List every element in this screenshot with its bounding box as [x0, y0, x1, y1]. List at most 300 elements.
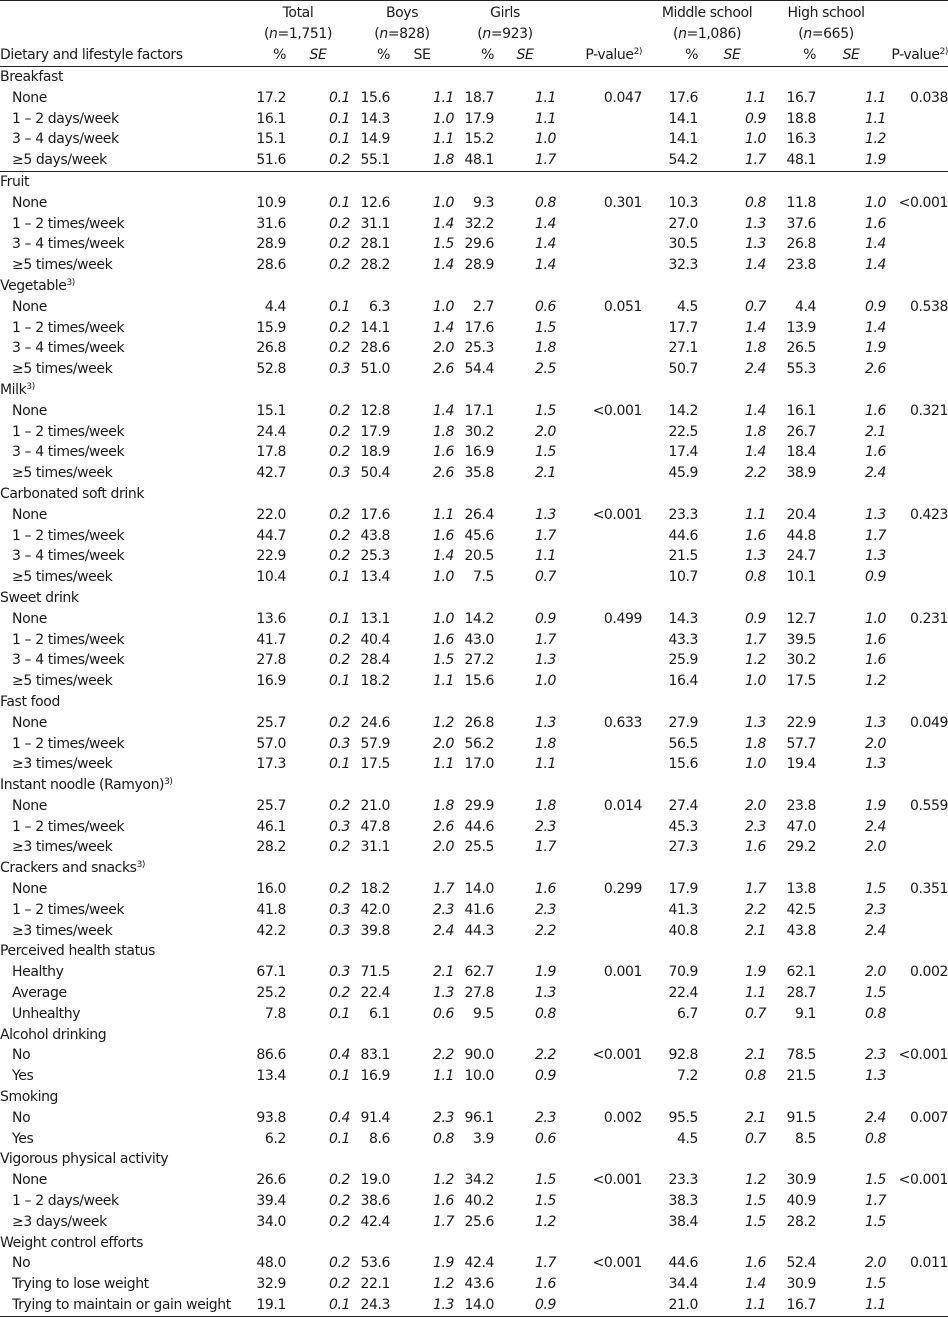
middle-pct-cell: 21.0 [668, 1297, 699, 1314]
sex-pvalue-cell: <0.001 [592, 1047, 643, 1064]
row-label: ≥3 times/week [12, 839, 113, 856]
girls-pct-cell: 14.0 [464, 881, 495, 898]
table-row [0, 318, 948, 339]
middle-se-cell: 1.4 [744, 444, 767, 461]
girls-se-cell: 1.6 [534, 881, 557, 898]
boys-pct-cell: 43.8 [360, 527, 391, 544]
group-title-boys: Boys [385, 5, 419, 21]
middle-se-cell: 1.1 [744, 1297, 767, 1314]
school-pvalue-cell [886, 1295, 948, 1316]
row-label: No [12, 1047, 31, 1064]
total-se-cell: 0.2 [328, 1276, 351, 1293]
boys-pct-cell: 6.3 [368, 298, 391, 315]
total-pct-cell: 57.0 [256, 735, 286, 752]
group-title-middle-school: Middle school [661, 5, 753, 21]
high-se-cell: 0.9 [864, 298, 887, 315]
middle-pct-cell: 17.6 [668, 89, 699, 106]
group-header-row [0, 1233, 948, 1254]
table-row [0, 505, 948, 526]
middle-pct-cell: 38.4 [668, 1213, 699, 1230]
boys-se-cell: 1.0 [432, 298, 455, 315]
high-se-cell: 1.3 [864, 756, 887, 773]
high-se-cell: 1.2 [864, 673, 887, 690]
boys-se-cell: 1.0 [432, 110, 455, 127]
high-pct-cell: 18.4 [786, 444, 817, 461]
boys-pct-cell: 55.1 [360, 152, 391, 169]
school-pvalue-cell: 0.011 [909, 1255, 948, 1272]
boys-pct-cell: 14.1 [360, 319, 391, 336]
table-row [0, 359, 948, 380]
girls-pct-cell: 27.2 [464, 652, 495, 669]
total-pct-cell: 44.7 [256, 527, 286, 544]
high-se-cell: 2.4 [864, 922, 887, 939]
group-label-text: Crackers and snacks [0, 860, 137, 877]
girls-se-cell: 1.1 [534, 548, 557, 565]
middle-se-cell: 2.1 [744, 1109, 767, 1126]
girls-se-cell: 2.2 [534, 1047, 557, 1064]
high-se-cell: 1.6 [864, 402, 887, 419]
row-label: Average [12, 985, 67, 1002]
school-pvalue-cell [886, 422, 948, 443]
table-row [0, 401, 948, 422]
boys-pct-cell: 18.9 [360, 444, 391, 461]
girls-pct-cell: 43.0 [464, 631, 495, 648]
boys-pct-cell: 17.5 [360, 756, 391, 773]
boys-se-cell: 2.3 [432, 1109, 455, 1126]
girls-se-cell: 2.5 [534, 361, 557, 378]
boys-se-cell: 1.1 [432, 673, 455, 690]
high-se-cell: 2.1 [864, 423, 887, 440]
school-pvalue-cell: 0.002 [909, 964, 948, 981]
middle-pct-cell: 30.5 [668, 236, 699, 253]
table-row [0, 567, 948, 588]
sex-pvalue-cell [556, 900, 648, 921]
high-pct-cell: 91.5 [786, 1109, 817, 1126]
middle-se-cell: 2.2 [744, 901, 767, 918]
row-label: ≥3 times/week [12, 922, 113, 939]
group-header-row [0, 1025, 948, 1046]
boys-se-cell: 1.5 [432, 236, 455, 253]
middle-se-cell: 1.4 [744, 402, 767, 419]
girls-se-cell: 1.7 [534, 527, 557, 544]
middle-se-cell: 0.8 [744, 1068, 767, 1085]
high-pct-cell: 48.1 [786, 152, 817, 169]
total-pct-cell: 17.2 [256, 89, 286, 106]
boys-pct-cell: 51.0 [360, 361, 391, 378]
high-pct-cell: 22.9 [786, 714, 817, 731]
school-pvalue-cell [886, 338, 948, 359]
sex-pvalue-cell [556, 318, 648, 339]
total-pct-cell: 24.4 [256, 423, 286, 440]
group-label-text: Weight control efforts [0, 1234, 143, 1251]
high-se-cell: 1.4 [864, 236, 887, 253]
sex-pvalue-cell [556, 546, 648, 567]
school-pvalue-cell [886, 1274, 948, 1295]
middle-pct-cell: 17.4 [668, 444, 699, 461]
table-header [0, 1, 948, 67]
row-label: 1 – 2 times/week [12, 735, 125, 752]
high-pct-cell: 18.8 [786, 110, 817, 127]
girls-pct-cell: 25.3 [464, 340, 495, 357]
total-se-cell: 0.1 [328, 1130, 351, 1147]
total-pct-cell: 16.0 [256, 881, 286, 898]
middle-se-cell: 0.9 [744, 110, 767, 127]
boys-se-cell: 1.7 [432, 1213, 455, 1230]
total-se-cell: 0.1 [328, 569, 351, 586]
total-se-cell: 0.3 [328, 818, 351, 835]
table-row [0, 609, 948, 630]
high-se-cell: 1.6 [864, 652, 887, 669]
total-se-cell: 0.2 [328, 1255, 351, 1272]
high-se-cell: 0.9 [864, 569, 887, 586]
boys-pct-cell: 13.1 [360, 610, 391, 627]
total-pct-cell: 41.8 [256, 901, 286, 918]
high-pct-cell: 13.8 [786, 881, 817, 898]
total-pct-cell: 34.0 [256, 1213, 286, 1230]
pct-header: % [685, 47, 699, 63]
girls-pct-cell: 44.3 [464, 922, 495, 939]
middle-se-cell: 1.5 [744, 1193, 767, 1210]
boys-se-cell: 1.1 [432, 756, 455, 773]
group-header-row [0, 692, 948, 713]
girls-se-cell: 1.0 [534, 131, 557, 148]
middle-pct-cell: 23.3 [668, 506, 699, 523]
high-pct-cell: 30.2 [786, 652, 817, 669]
total-se-cell: 0.1 [328, 298, 351, 315]
sex-pvalue-cell [556, 1191, 648, 1212]
girls-pct-cell: 17.9 [464, 110, 495, 127]
total-se-cell: 0.3 [328, 361, 351, 378]
total-pct-cell: 31.6 [256, 215, 286, 232]
boys-se-cell: 2.4 [432, 922, 455, 939]
pvalue-header: P-value$^{2)}$ [891, 47, 948, 63]
total-pct-cell: 22.9 [256, 548, 286, 565]
sex-pvalue-cell [556, 359, 648, 380]
row-label: 3 – 4 times/week [12, 236, 125, 253]
girls-se-cell: 2.2 [534, 922, 557, 939]
table-row [0, 734, 948, 755]
girls-se-cell: 2.3 [534, 818, 557, 835]
high-pct-cell: 47.0 [786, 818, 817, 835]
sex-pvalue-cell [556, 817, 648, 838]
girls-se-cell: 1.7 [534, 1255, 557, 1272]
girls-pct-cell: 2.7 [472, 298, 495, 315]
girls-se-cell: 1.5 [534, 444, 557, 461]
total-pct-cell: 15.1 [256, 402, 286, 419]
table-row [0, 255, 948, 276]
boys-se-cell: 1.6 [432, 1193, 455, 1210]
middle-pct-cell: 14.2 [668, 402, 699, 419]
school-pvalue-cell [886, 526, 948, 547]
boys-pct-cell: 47.8 [360, 818, 391, 835]
sex-pvalue-cell: <0.001 [592, 1255, 643, 1272]
total-se-cell: 0.2 [328, 215, 351, 232]
sex-pvalue-cell [556, 129, 648, 150]
total-se-cell: 0.2 [328, 423, 351, 440]
boys-se-cell: 1.4 [432, 215, 455, 232]
middle-pct-cell: 95.5 [668, 1109, 699, 1126]
total-pct-cell: 25.7 [256, 714, 286, 731]
high-se-cell: 1.9 [864, 152, 887, 169]
table-row [0, 463, 948, 484]
total-pct-cell: 7.8 [264, 1005, 286, 1022]
girls-pct-cell: 45.6 [464, 527, 495, 544]
school-pvalue-cell: <0.001 [898, 194, 948, 211]
school-pvalue-cell [886, 921, 948, 942]
school-pvalue-cell [886, 546, 948, 567]
sex-pvalue-cell [556, 837, 648, 858]
total-se-cell: 0.3 [328, 922, 351, 939]
group-header-row [0, 858, 948, 879]
sex-pvalue-cell [556, 1212, 648, 1233]
table-row [0, 297, 948, 318]
middle-se-cell: 2.3 [744, 818, 767, 835]
high-pct-cell: 16.7 [786, 89, 817, 106]
table-row [0, 214, 948, 235]
total-pct-cell: 13.4 [256, 1068, 286, 1085]
boys-pct-cell: 15.6 [360, 89, 391, 106]
sex-pvalue-cell [556, 754, 648, 775]
school-pvalue-cell [886, 983, 948, 1004]
girls-se-cell: 0.8 [534, 194, 557, 211]
school-pvalue-cell [886, 255, 948, 276]
table-body [0, 67, 948, 1317]
group-label-text: Vegetable [0, 277, 67, 294]
sex-pvalue-cell [556, 1129, 648, 1150]
sex-pvalue-cell: <0.001 [592, 402, 643, 419]
middle-pct-cell: 27.9 [668, 714, 699, 731]
school-pvalue-cell [886, 900, 948, 921]
total-pct-cell: 26.8 [256, 340, 286, 357]
middle-pct-cell: 50.7 [668, 361, 699, 378]
school-pvalue-cell: 0.559 [909, 797, 948, 814]
group-header-row [0, 171, 948, 192]
sex-pvalue-cell [556, 150, 648, 171]
row-label: Unhealthy [12, 1005, 81, 1022]
total-se-cell: 0.2 [328, 444, 351, 461]
girls-se-cell: 0.9 [534, 1297, 557, 1314]
high-se-cell: 1.1 [864, 89, 887, 106]
total-pct-cell: 28.2 [256, 839, 286, 856]
pct-header: % [803, 47, 817, 63]
group-label-text: Fast food [0, 693, 60, 710]
table-row [0, 921, 948, 942]
table-row [0, 817, 948, 838]
school-pvalue-cell [886, 214, 948, 235]
total-pct-cell: 93.8 [256, 1109, 286, 1126]
middle-pct-cell: 27.0 [668, 215, 699, 232]
middle-se-cell: 1.8 [744, 423, 767, 440]
school-pvalue-cell: 0.351 [909, 881, 948, 898]
middle-pct-cell: 34.4 [668, 1276, 699, 1293]
high-se-cell: 1.6 [864, 215, 887, 232]
total-se-cell: 0.2 [328, 257, 351, 274]
boys-pct-cell: 13.4 [360, 569, 391, 586]
middle-se-cell: 1.9 [744, 964, 767, 981]
middle-se-cell: 1.6 [744, 839, 767, 856]
middle-pct-cell: 44.6 [668, 527, 699, 544]
table-row [0, 234, 948, 255]
middle-se-cell: 1.2 [744, 652, 767, 669]
total-pct-cell: 22.0 [256, 506, 286, 523]
girls-se-cell: 1.1 [534, 756, 557, 773]
total-pct-cell: 42.7 [256, 465, 286, 482]
boys-pct-cell: 31.1 [360, 839, 391, 856]
pct-header: % [377, 47, 391, 63]
total-pct-cell: 10.4 [256, 569, 286, 586]
middle-se-cell: 2.2 [744, 465, 767, 482]
boys-se-cell: 0.8 [432, 1130, 455, 1147]
high-pct-cell: 23.8 [786, 797, 817, 814]
total-se-cell: 0.2 [328, 881, 351, 898]
boys-pct-cell: 28.4 [360, 652, 391, 669]
high-pct-cell: 16.3 [786, 131, 817, 148]
group-header-row [0, 941, 948, 962]
group-label-text: Alcohol drinking [0, 1026, 107, 1043]
row-label: Trying to lose weight [12, 1276, 149, 1293]
footnote-marker: 3) [136, 860, 146, 871]
high-se-cell: 0.8 [864, 1005, 887, 1022]
middle-se-cell: 1.3 [744, 548, 767, 565]
boys-se-cell: 2.6 [432, 818, 455, 835]
group-label [0, 588, 948, 609]
high-se-cell: 1.1 [864, 1297, 887, 1314]
high-se-cell: 1.5 [864, 881, 887, 898]
table-row [0, 1170, 948, 1191]
total-pct-cell: 26.6 [256, 1172, 286, 1189]
group-title-total: Total [282, 5, 314, 21]
middle-se-cell: 2.1 [744, 1047, 767, 1064]
school-pvalue-cell [886, 1212, 948, 1233]
middle-pct-cell: 7.2 [676, 1068, 699, 1085]
high-se-cell: 2.0 [864, 964, 887, 981]
total-se-cell: 0.2 [328, 1193, 351, 1210]
row-label: None [12, 610, 47, 627]
boys-pct-cell: 42.4 [360, 1213, 391, 1230]
high-se-cell: 2.4 [864, 465, 887, 482]
high-pct-cell: 57.7 [786, 735, 817, 752]
school-pvalue-cell [886, 442, 948, 463]
pct-header: % [273, 47, 286, 63]
group-label-text: Breakfast [0, 69, 64, 85]
table-row [0, 88, 948, 109]
row-label: ≥5 times/week [12, 257, 113, 274]
school-pvalue-cell [886, 1004, 948, 1025]
high-pct-cell: 23.8 [786, 257, 817, 274]
middle-pct-cell: 54.2 [668, 152, 699, 169]
total-pct-cell: 17.8 [256, 444, 286, 461]
sex-pvalue-cell [556, 1004, 648, 1025]
row-label: None [12, 89, 47, 106]
total-pct-cell: 6.2 [264, 1130, 286, 1147]
middle-pct-cell: 40.8 [668, 922, 699, 939]
total-pct-cell: 28.6 [256, 257, 286, 274]
table-row [0, 422, 948, 443]
girls-se-cell: 1.7 [534, 152, 557, 169]
high-se-cell: 1.0 [864, 610, 887, 627]
high-se-cell: 2.3 [864, 1047, 887, 1064]
middle-pct-cell: 6.7 [676, 1005, 699, 1022]
school-pvalue-cell: <0.001 [898, 1172, 948, 1189]
boys-pct-cell: 24.3 [360, 1297, 391, 1314]
total-pct-cell: 25.2 [256, 985, 286, 1002]
boys-se-cell: 2.6 [432, 361, 455, 378]
school-pvalue-cell [886, 734, 948, 755]
high-se-cell: 1.3 [864, 506, 887, 523]
high-se-cell: 1.3 [864, 548, 887, 565]
sex-pvalue-cell [556, 1066, 648, 1087]
high-se-cell: 1.5 [864, 1276, 887, 1293]
boys-se-cell: 1.1 [432, 89, 455, 106]
boys-pct-cell: 8.6 [368, 1130, 391, 1147]
group-header-row [0, 380, 948, 401]
se-header: SE [723, 47, 741, 63]
high-se-cell: 1.5 [864, 985, 887, 1002]
girls-se-cell: 0.9 [534, 610, 557, 627]
boys-pct-cell: 17.6 [360, 506, 391, 523]
high-pct-cell: 43.8 [786, 922, 817, 939]
girls-se-cell: 0.6 [534, 1130, 557, 1147]
total-pct-cell: 28.9 [256, 236, 286, 253]
total-pct-cell: 32.9 [256, 1276, 286, 1293]
high-pct-cell: 26.7 [786, 423, 817, 440]
sex-pvalue-cell [556, 1295, 648, 1316]
boys-se-cell: 1.4 [432, 257, 455, 274]
group-label-text: Carbonated soft drink [0, 485, 145, 502]
boys-pct-cell: 39.8 [360, 922, 391, 939]
table-row [0, 1191, 948, 1212]
middle-se-cell: 2.1 [744, 922, 767, 939]
girls-pct-cell: 29.9 [464, 797, 495, 814]
middle-pct-cell: 21.5 [668, 548, 699, 565]
girls-pct-cell: 27.8 [464, 985, 495, 1002]
total-se-cell: 0.2 [328, 319, 351, 336]
row-label: Trying to maintain or gain weight [12, 1297, 231, 1314]
table-row [0, 796, 948, 817]
high-pct-cell: 11.8 [786, 194, 817, 211]
table-row [0, 1066, 948, 1087]
high-pct-cell: 20.4 [786, 506, 817, 523]
table-row [0, 129, 948, 150]
total-se-cell: 0.4 [328, 1109, 351, 1126]
group-label-text: Sweet drink [0, 589, 79, 606]
school-pvalue-cell [886, 567, 948, 588]
high-pct-cell: 10.1 [786, 569, 817, 586]
total-pct-cell: 27.8 [256, 652, 286, 669]
girls-pct-cell: 14.2 [464, 610, 495, 627]
boys-se-cell: 1.3 [432, 1297, 455, 1314]
group-label-text: Vigorous physical activity [0, 1151, 169, 1168]
footnote-marker: 3) [66, 277, 75, 288]
middle-se-cell: 1.1 [744, 985, 767, 1002]
total-se-cell: 0.2 [328, 1213, 351, 1230]
table-row [0, 879, 948, 900]
row-label: 3 – 4 times/week [12, 340, 125, 357]
high-pct-cell: 38.9 [786, 465, 817, 482]
girls-se-cell: 1.3 [534, 652, 557, 669]
school-pvalue-cell: 0.038 [909, 89, 948, 106]
table-row [0, 150, 948, 171]
middle-se-cell: 0.7 [744, 1005, 767, 1022]
girls-pct-cell: 7.5 [472, 569, 495, 586]
boys-se-cell: 2.2 [432, 1047, 455, 1064]
sex-pvalue-cell: 0.014 [603, 797, 643, 814]
total-se-cell: 0.1 [328, 131, 351, 148]
middle-se-cell: 1.5 [744, 1213, 767, 1230]
boys-se-cell: 1.7 [432, 881, 455, 898]
high-se-cell: 1.5 [864, 1172, 887, 1189]
girls-se-cell: 0.8 [534, 1005, 557, 1022]
